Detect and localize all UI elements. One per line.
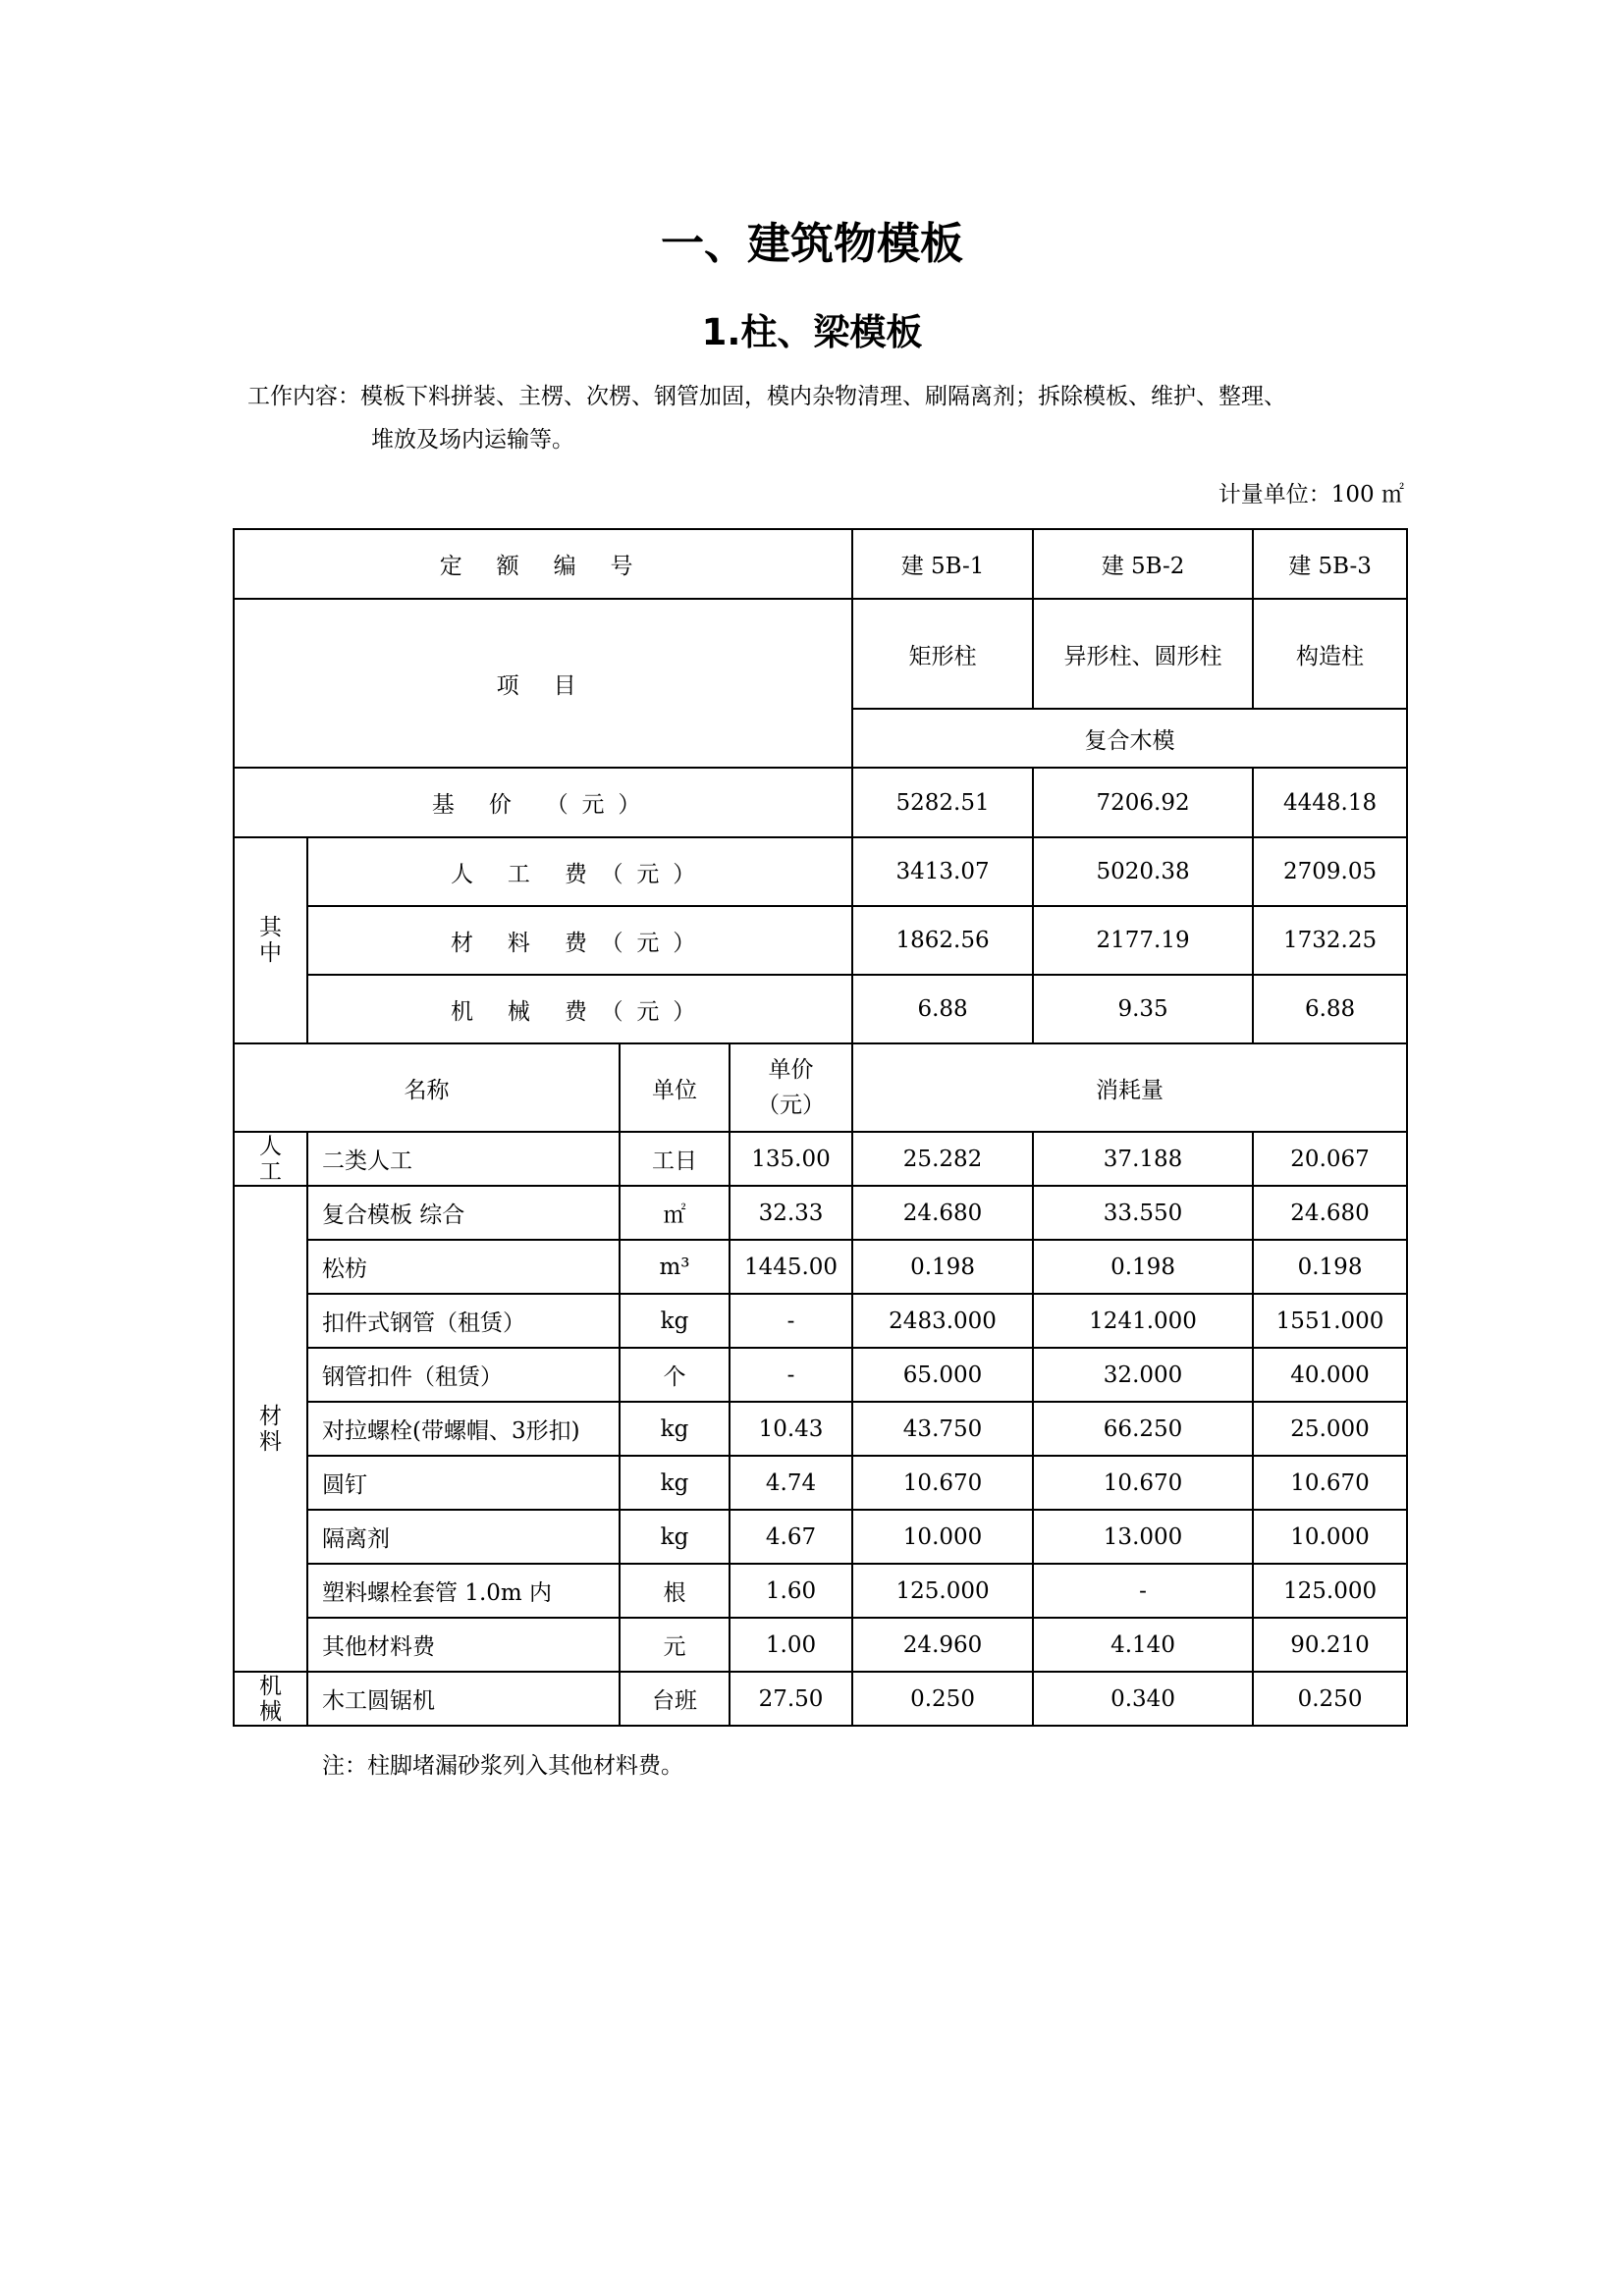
resource-price: 135.00	[730, 1132, 852, 1186]
resource-name: 复合模板 综合	[307, 1186, 620, 1240]
table-row	[234, 1294, 1407, 1348]
resource-name: 隔离剂	[307, 1510, 620, 1564]
cost-row	[234, 837, 1407, 906]
code-cell: 建 5B-1	[852, 529, 1033, 599]
cost-row	[234, 906, 1407, 975]
consumption-cell: 66.250	[1033, 1402, 1253, 1456]
work-content	[247, 375, 1406, 461]
cost-cell: 3413.07	[852, 837, 1033, 906]
resource-price: 4.74	[730, 1456, 852, 1510]
resource-name: 其他材料费	[307, 1618, 620, 1672]
header-price-label: 单价	[768, 1057, 814, 1083]
base-price-cell: 5282.51	[852, 768, 1033, 837]
resource-unit: 个	[620, 1348, 730, 1402]
work-content-line-1: 工作内容：模板下料拼装、主楞、次楞、钢管加固，模内杂物清理、刷隔离剂；拆除模板、维护、整理、	[247, 384, 1286, 409]
consumption-cell: 125.000	[852, 1564, 1033, 1618]
consumption-cell: 2483.000	[852, 1294, 1033, 1348]
resource-price: 1445.00	[730, 1240, 852, 1294]
quota-table	[233, 528, 1408, 1727]
item-label: 项 目	[234, 599, 852, 768]
resource-name: 二类人工	[307, 1132, 620, 1186]
cost-cell: 1732.25	[1253, 906, 1407, 975]
item-row	[234, 599, 1407, 709]
resource-name: 扣件式钢管（租赁）	[307, 1294, 620, 1348]
consumption-cell: 0.340	[1033, 1672, 1253, 1726]
resource-unit: ㎡	[620, 1186, 730, 1240]
consumption-cell: 10.000	[852, 1510, 1033, 1564]
consumption-cell: 1241.000	[1033, 1294, 1253, 1348]
resource-unit: kg	[620, 1456, 730, 1510]
consumption-cell: 0.250	[1253, 1672, 1407, 1726]
code-label: 定 额 编 号	[234, 529, 852, 599]
resource-price: 4.67	[730, 1510, 852, 1564]
table-row	[234, 1510, 1407, 1564]
table-row	[234, 1672, 1407, 1726]
cost-cell: 6.88	[1253, 975, 1407, 1043]
resource-unit: kg	[620, 1510, 730, 1564]
table-row	[234, 1564, 1407, 1618]
resource-unit: kg	[620, 1294, 730, 1348]
header-name: 名称	[234, 1043, 620, 1132]
consumption-cell: 32.000	[1033, 1348, 1253, 1402]
base-price-label: 基 价 （元）	[234, 768, 852, 837]
consumption-cell: 125.000	[1253, 1564, 1407, 1618]
consumption-cell: 25.282	[852, 1132, 1033, 1186]
consumption-cell: 10.000	[1253, 1510, 1407, 1564]
consumption-cell: 65.000	[852, 1348, 1033, 1402]
machine-group-label: 机 械	[234, 1672, 307, 1726]
material-group-label: 材 料	[234, 1186, 307, 1672]
consumption-cell: 37.188	[1033, 1132, 1253, 1186]
header-unit: 单位	[620, 1043, 730, 1132]
column-header-row	[234, 1043, 1407, 1132]
table-row	[234, 1348, 1407, 1402]
resource-unit: 工日	[620, 1132, 730, 1186]
cost-cell: 6.88	[852, 975, 1033, 1043]
resource-name: 钢管扣件（租赁）	[307, 1348, 620, 1402]
consumption-cell: 90.210	[1253, 1618, 1407, 1672]
cost-cell: 1862.56	[852, 906, 1033, 975]
resource-price: 1.00	[730, 1618, 852, 1672]
consumption-cell: 13.000	[1033, 1510, 1253, 1564]
code-row	[234, 529, 1407, 599]
cost-label: 材 料 费（元）	[307, 906, 852, 975]
code-cell: 建 5B-3	[1253, 529, 1407, 599]
consumption-cell: 24.680	[1253, 1186, 1407, 1240]
resource-price: 10.43	[730, 1402, 852, 1456]
consumption-cell: 0.198	[1253, 1240, 1407, 1294]
consumption-cell: 20.067	[1253, 1132, 1407, 1186]
consumption-cell: 24.960	[852, 1618, 1033, 1672]
base-price-cell: 4448.18	[1253, 768, 1407, 837]
resource-price: -	[730, 1294, 852, 1348]
consumption-cell: 0.198	[1033, 1240, 1253, 1294]
consumption-cell: 25.000	[1253, 1402, 1407, 1456]
table-row	[234, 1132, 1407, 1186]
measurement-unit: 计量单位：100 ㎡	[1218, 482, 1404, 507]
item-sub-cell: 复合木模	[852, 709, 1407, 768]
consumption-cell: 1551.000	[1253, 1294, 1407, 1348]
header-consumption: 消耗量	[852, 1043, 1407, 1132]
table-row	[234, 1186, 1407, 1240]
resource-unit: 元	[620, 1618, 730, 1672]
code-cell: 建 5B-2	[1033, 529, 1253, 599]
cost-label: 机 械 费（元）	[307, 975, 852, 1043]
consumption-cell: 24.680	[852, 1186, 1033, 1240]
cost-label: 人 工 费（元）	[307, 837, 852, 906]
consumption-cell: 0.198	[852, 1240, 1033, 1294]
item-name-cell: 矩形柱	[852, 599, 1033, 709]
resource-price: 27.50	[730, 1672, 852, 1726]
resource-name: 圆钉	[307, 1456, 620, 1510]
resource-unit: m³	[620, 1240, 730, 1294]
consumption-cell: 10.670	[852, 1456, 1033, 1510]
consumption-cell: -	[1033, 1564, 1253, 1618]
base-price-cell: 7206.92	[1033, 768, 1253, 837]
item-name-cell: 构造柱	[1253, 599, 1407, 709]
consumption-cell: 10.670	[1033, 1456, 1253, 1510]
cost-row	[234, 975, 1407, 1043]
consumption-cell: 10.670	[1253, 1456, 1407, 1510]
resource-name: 松枋	[307, 1240, 620, 1294]
page-title: 一、建筑物模板	[661, 219, 963, 269]
resource-name: 塑料螺栓套管 1.0m 内	[307, 1564, 620, 1618]
footnote: 注：柱脚堵漏砂浆列入其他材料费。	[322, 1753, 683, 1779]
header-price	[730, 1043, 852, 1132]
consumption-cell: 43.750	[852, 1402, 1033, 1456]
resource-name: 木工圆锯机	[307, 1672, 620, 1726]
table-row	[234, 1240, 1407, 1294]
resource-price: 32.33	[730, 1186, 852, 1240]
consumption-cell: 4.140	[1033, 1618, 1253, 1672]
header-price-unit: （元）	[757, 1093, 826, 1118]
consumption-cell: 40.000	[1253, 1348, 1407, 1402]
section-title: 1.柱、梁模板	[701, 311, 923, 353]
labor-group-label: 人 工	[234, 1132, 307, 1186]
cost-cell: 5020.38	[1033, 837, 1253, 906]
consumption-cell: 0.250	[852, 1672, 1033, 1726]
resource-price: -	[730, 1348, 852, 1402]
table-row	[234, 1456, 1407, 1510]
resource-unit: 台班	[620, 1672, 730, 1726]
resource-name: 对拉螺栓(带螺帽、3形扣)	[307, 1402, 620, 1456]
item-name-cell: 异形柱、圆形柱	[1033, 599, 1253, 709]
cost-cell: 9.35	[1033, 975, 1253, 1043]
table-row	[234, 1618, 1407, 1672]
resource-price: 1.60	[730, 1564, 852, 1618]
resource-unit: kg	[620, 1402, 730, 1456]
table-row	[234, 1402, 1407, 1456]
cost-cell: 2177.19	[1033, 906, 1253, 975]
work-content-line-2: 堆放及场内运输等。	[371, 427, 574, 453]
base-price-row	[234, 768, 1407, 837]
of-which-label: 其 中	[234, 837, 307, 1043]
cost-cell: 2709.05	[1253, 837, 1407, 906]
consumption-cell: 33.550	[1033, 1186, 1253, 1240]
resource-unit: 根	[620, 1564, 730, 1618]
